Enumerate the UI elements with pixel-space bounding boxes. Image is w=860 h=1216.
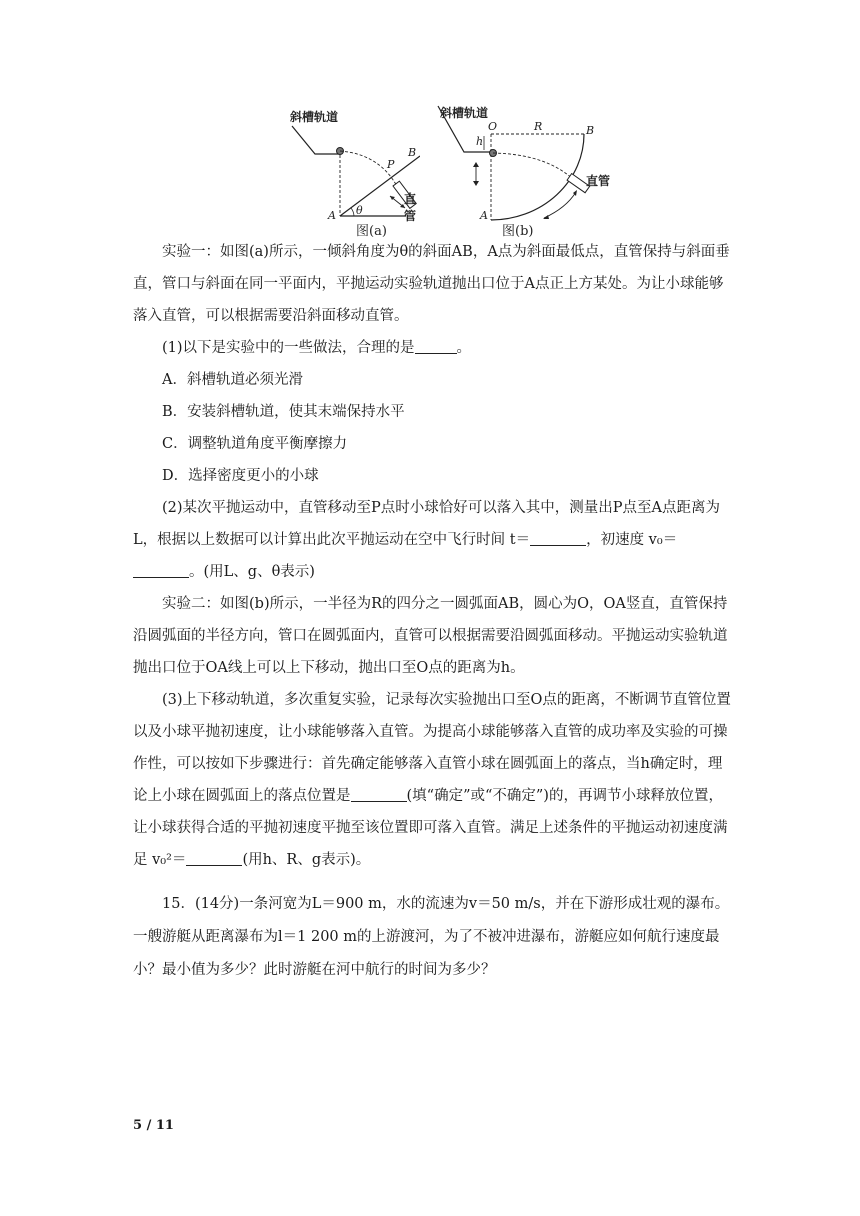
option-d: D．选择密度更小的小球 [162,468,319,484]
figure-b-height-label: h [476,135,484,148]
question-2 [133,492,733,588]
option-b: B．安装斜槽轨道，使其末端保持水平 [162,404,405,420]
experiment-1-intro: 实验一：如图(a)所示，一倾斜角度为θ的斜面AB，A点为斜面最低点，直管保持与斜面垂直，管口与斜面在同一平面内，平抛运动实验轨道抛出口位于A点正上方某处。为让小球能够落入直管，可以根据需要沿斜面移动直管。 [133,244,730,324]
question-15: 15．(14分)一条河宽为L＝900 m，水的流速为v＝50 m/s，并在下游形成壮观的瀑布。一艘游艇从距离瀑布为l＝1 200 m的上游渡河，为了不被冲进瀑布，游艇应如何航行速度最小？最小值为多少？此时游艇在河中航行的时间为多少？ [133,896,730,978]
question-2-text-c: 。(用L、g、θ表示) [189,564,315,580]
figure-a [270,96,420,241]
answer-blank-3b[interactable] [186,851,242,866]
question-3-text-b: (填“确定”或“不确定”)的，再调节小球释放位置，让小球获得合适的平抛初速度平抛至该位置即可落入直管。满足上述条件的平抛运动初速度满足 v₀²＝ [133,788,728,868]
question-1 [133,332,733,364]
figure-a-point-b: B [408,146,417,159]
figure-a-track-label: 斜槽轨道 [290,110,339,124]
figure-b-caption: 图(b) [502,224,534,239]
figure-b-track-label: 斜槽轨道 [440,106,489,120]
main-text [133,236,733,987]
figure-a-point-p: P [387,158,395,171]
question-3 [133,684,733,876]
answer-blank-3a[interactable] [351,787,407,802]
figure-b-radius-label: R [534,120,543,133]
figure-b-tube-label: 直管 [586,174,611,188]
figure-a-angle-label: θ [356,204,363,217]
question-3-text-a: (3)上下移动轨道，多次重复实验，记录每次实验抛出口至O点的距离，不断调节直管位置以及小球平抛初速度，让小球能够落入直管。为提高小球能够落入直管的成功率及实验的可操作性，可以按如下步骤进行：首先确定能够落入直管小球在圆弧面上的落点，当h确定时，理论上小球在圆弧面上的落点位置是 [133,692,731,804]
experiment-2-intro: 实验二：如图(b)所示，一半径为R的四分之一圆弧面AB，圆心为O，OA竖直，直管保持沿圆弧面的半径方向，管口在圆弧面内，直管可以根据需要沿圆弧面移动。平抛运动实验轨道抛出口位于OA线上可以上下移动，抛出口至O点的距离为h。 [133,596,728,676]
figure-b-point-o: O [488,120,498,133]
answer-blank-2b[interactable] [133,563,189,578]
option-a: A．斜槽轨道必须光滑 [162,372,303,388]
question-3-text-c: (用h、R、g表示)。 [242,852,371,868]
question-2-text-a: (2)某次平抛运动中，直管移动至P点时小球恰好可以落入其中，测量出P点至A点距离为L，根据以上数据可以计算出此次平抛运动在空中飞行时间 t＝ [133,500,721,548]
question-1-text: (1)以下是实验中的一些做法，合理的是 [162,340,415,356]
answer-blank-1[interactable] [415,339,457,354]
figure-a-point-a: A [328,209,336,222]
figure-b [436,96,636,241]
figure-a-tube-label: 直管 [404,192,417,223]
figure-b-point-a: A [480,209,488,222]
question-2-text-b: ，初速度 v₀＝ [586,532,678,548]
page-number: 5 / 11 [133,1118,174,1133]
option-c: C．调整轨道角度平衡摩擦力 [162,436,348,452]
figure-b-point-b: B [586,124,595,137]
question-1-end: 。 [456,340,472,356]
answer-blank-2a[interactable] [530,531,586,546]
figure-a-caption: 图(a) [356,224,387,239]
